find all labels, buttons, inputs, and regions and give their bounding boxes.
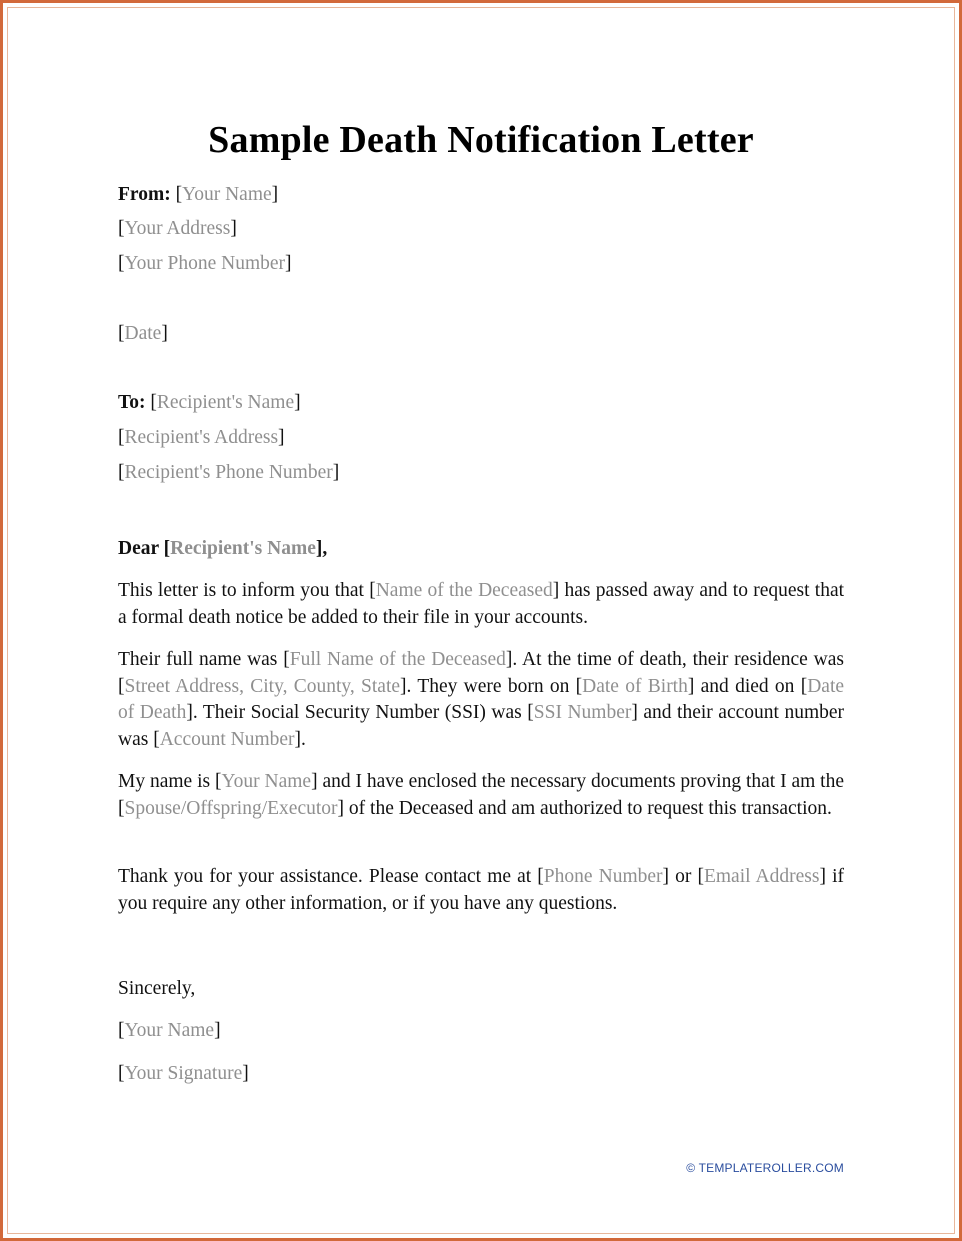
p1-text-2: has passed away and to request that a formal death notice be added to their file in your accounts.: [118, 580, 845, 628]
p4-text-2: or: [675, 866, 692, 887]
paragraph-4: Thank you for your assistance. Please contact me at [Phone Number] or [Email Address] if you require any other information, or if you have any questions.: [118, 866, 844, 914]
to-label: To:: [118, 392, 146, 413]
date-line: [Date]: [118, 323, 168, 344]
p2-placeholder-death: Date of Death: [118, 675, 845, 723]
p2-text-4: and died on: [700, 675, 795, 697]
p2-text-3: . They were born on: [406, 675, 570, 697]
p2-text-6: and their account number was: [118, 702, 845, 750]
to-address: Recipient's Address: [124, 427, 279, 448]
salutation-name: Recipient's Name: [170, 538, 316, 559]
paragraph-2: Their full name was [Full Name of the Deceased]. At the time of death, their residence was [Street Address, City, County, State]. They were born on [Date of Birth] and died on [Date of Death]. Their Social Security Number (SSI) was [SSI Number] and their account number was [Account Number].: [118, 649, 845, 750]
p2-placeholder-ssi: SSI Number: [533, 702, 632, 723]
page-title: Sample Death Notification Letter: [208, 119, 754, 161]
p3-placeholder-name: Your Name: [221, 771, 312, 792]
p1-placeholder-deceased: Name of the Deceased: [375, 580, 553, 601]
p4-text-3: if you require any other information, or if you have any questions.: [118, 866, 844, 914]
p2-placeholder-birth: Date of Birth: [582, 675, 688, 697]
from-name: Your Name: [182, 184, 272, 205]
salutation-prefix: Dear: [118, 538, 159, 559]
p4-placeholder-phone: Phone Number: [543, 866, 663, 887]
to-line: To: [Recipient's Name]: [118, 392, 301, 413]
p3-text-2: and I have enclosed the necessary documents proving that I am the: [322, 771, 845, 792]
signer-name: Your Name: [124, 1020, 215, 1041]
from-line: From: [Your Name]: [118, 184, 279, 205]
paragraph-1: This letter is to inform you that [Name of the Deceased] has passed away and to request that a formal death notice be added to their file in your accounts.: [118, 580, 845, 628]
from-phone-line: [Your Phone Number]: [118, 253, 292, 274]
signature-line: [Your Signature]: [118, 1063, 249, 1084]
p3-text-1: My name is: [118, 771, 211, 792]
p4-text-1: Thank you for your assistance. Please contact me at: [118, 866, 532, 887]
p1-text: This letter is to inform you that: [118, 580, 364, 601]
from-label: From:: [118, 184, 171, 205]
p3-text-3: of the Deceased and am authorized to request this transaction.: [348, 797, 832, 819]
p2-placeholder-account: Account Number: [159, 728, 295, 750]
p4-placeholder-email: Email Address: [703, 866, 820, 887]
p2-placeholder-address: Street Address, City, County, State: [124, 675, 401, 697]
p2-text-5: . Their Social Security Number (SSI) was: [192, 702, 522, 723]
p3-placeholder-relation: Spouse/Offspring/Executor: [124, 797, 338, 819]
date: Date: [124, 323, 162, 344]
to-phone-line: [Recipient's Phone Number]: [118, 462, 340, 483]
footer-credit: © TEMPLATEROLLER.COM: [686, 1161, 844, 1175]
closing: Sincerely,: [118, 978, 196, 999]
to-name: Recipient's Name: [156, 392, 295, 413]
from-address-line: [Your Address]: [118, 218, 237, 239]
p2-text-2: . At the time of death, their residence was: [512, 649, 844, 670]
salutation: Dear [Recipient's Name],: [118, 538, 328, 559]
from-phone: Your Phone Number: [124, 253, 286, 274]
to-address-line: [Recipient's Address]: [118, 427, 285, 448]
signature: Your Signature: [124, 1063, 243, 1084]
p2-text-1: Their full name was: [118, 649, 278, 670]
from-address: Your Address: [124, 218, 231, 239]
signer-name-line: [Your Name]: [118, 1020, 221, 1041]
p2-text-7: .: [301, 728, 306, 750]
p2-placeholder-full-name: Full Name of the Deceased: [289, 649, 506, 670]
to-phone: Recipient's Phone Number: [124, 462, 333, 483]
paragraph-3: My name is [Your Name] and I have enclosed the necessary documents proving that I am the [Spouse/Offspring/Executor] of the Deceased and am authorized to request this transaction.: [118, 771, 845, 819]
